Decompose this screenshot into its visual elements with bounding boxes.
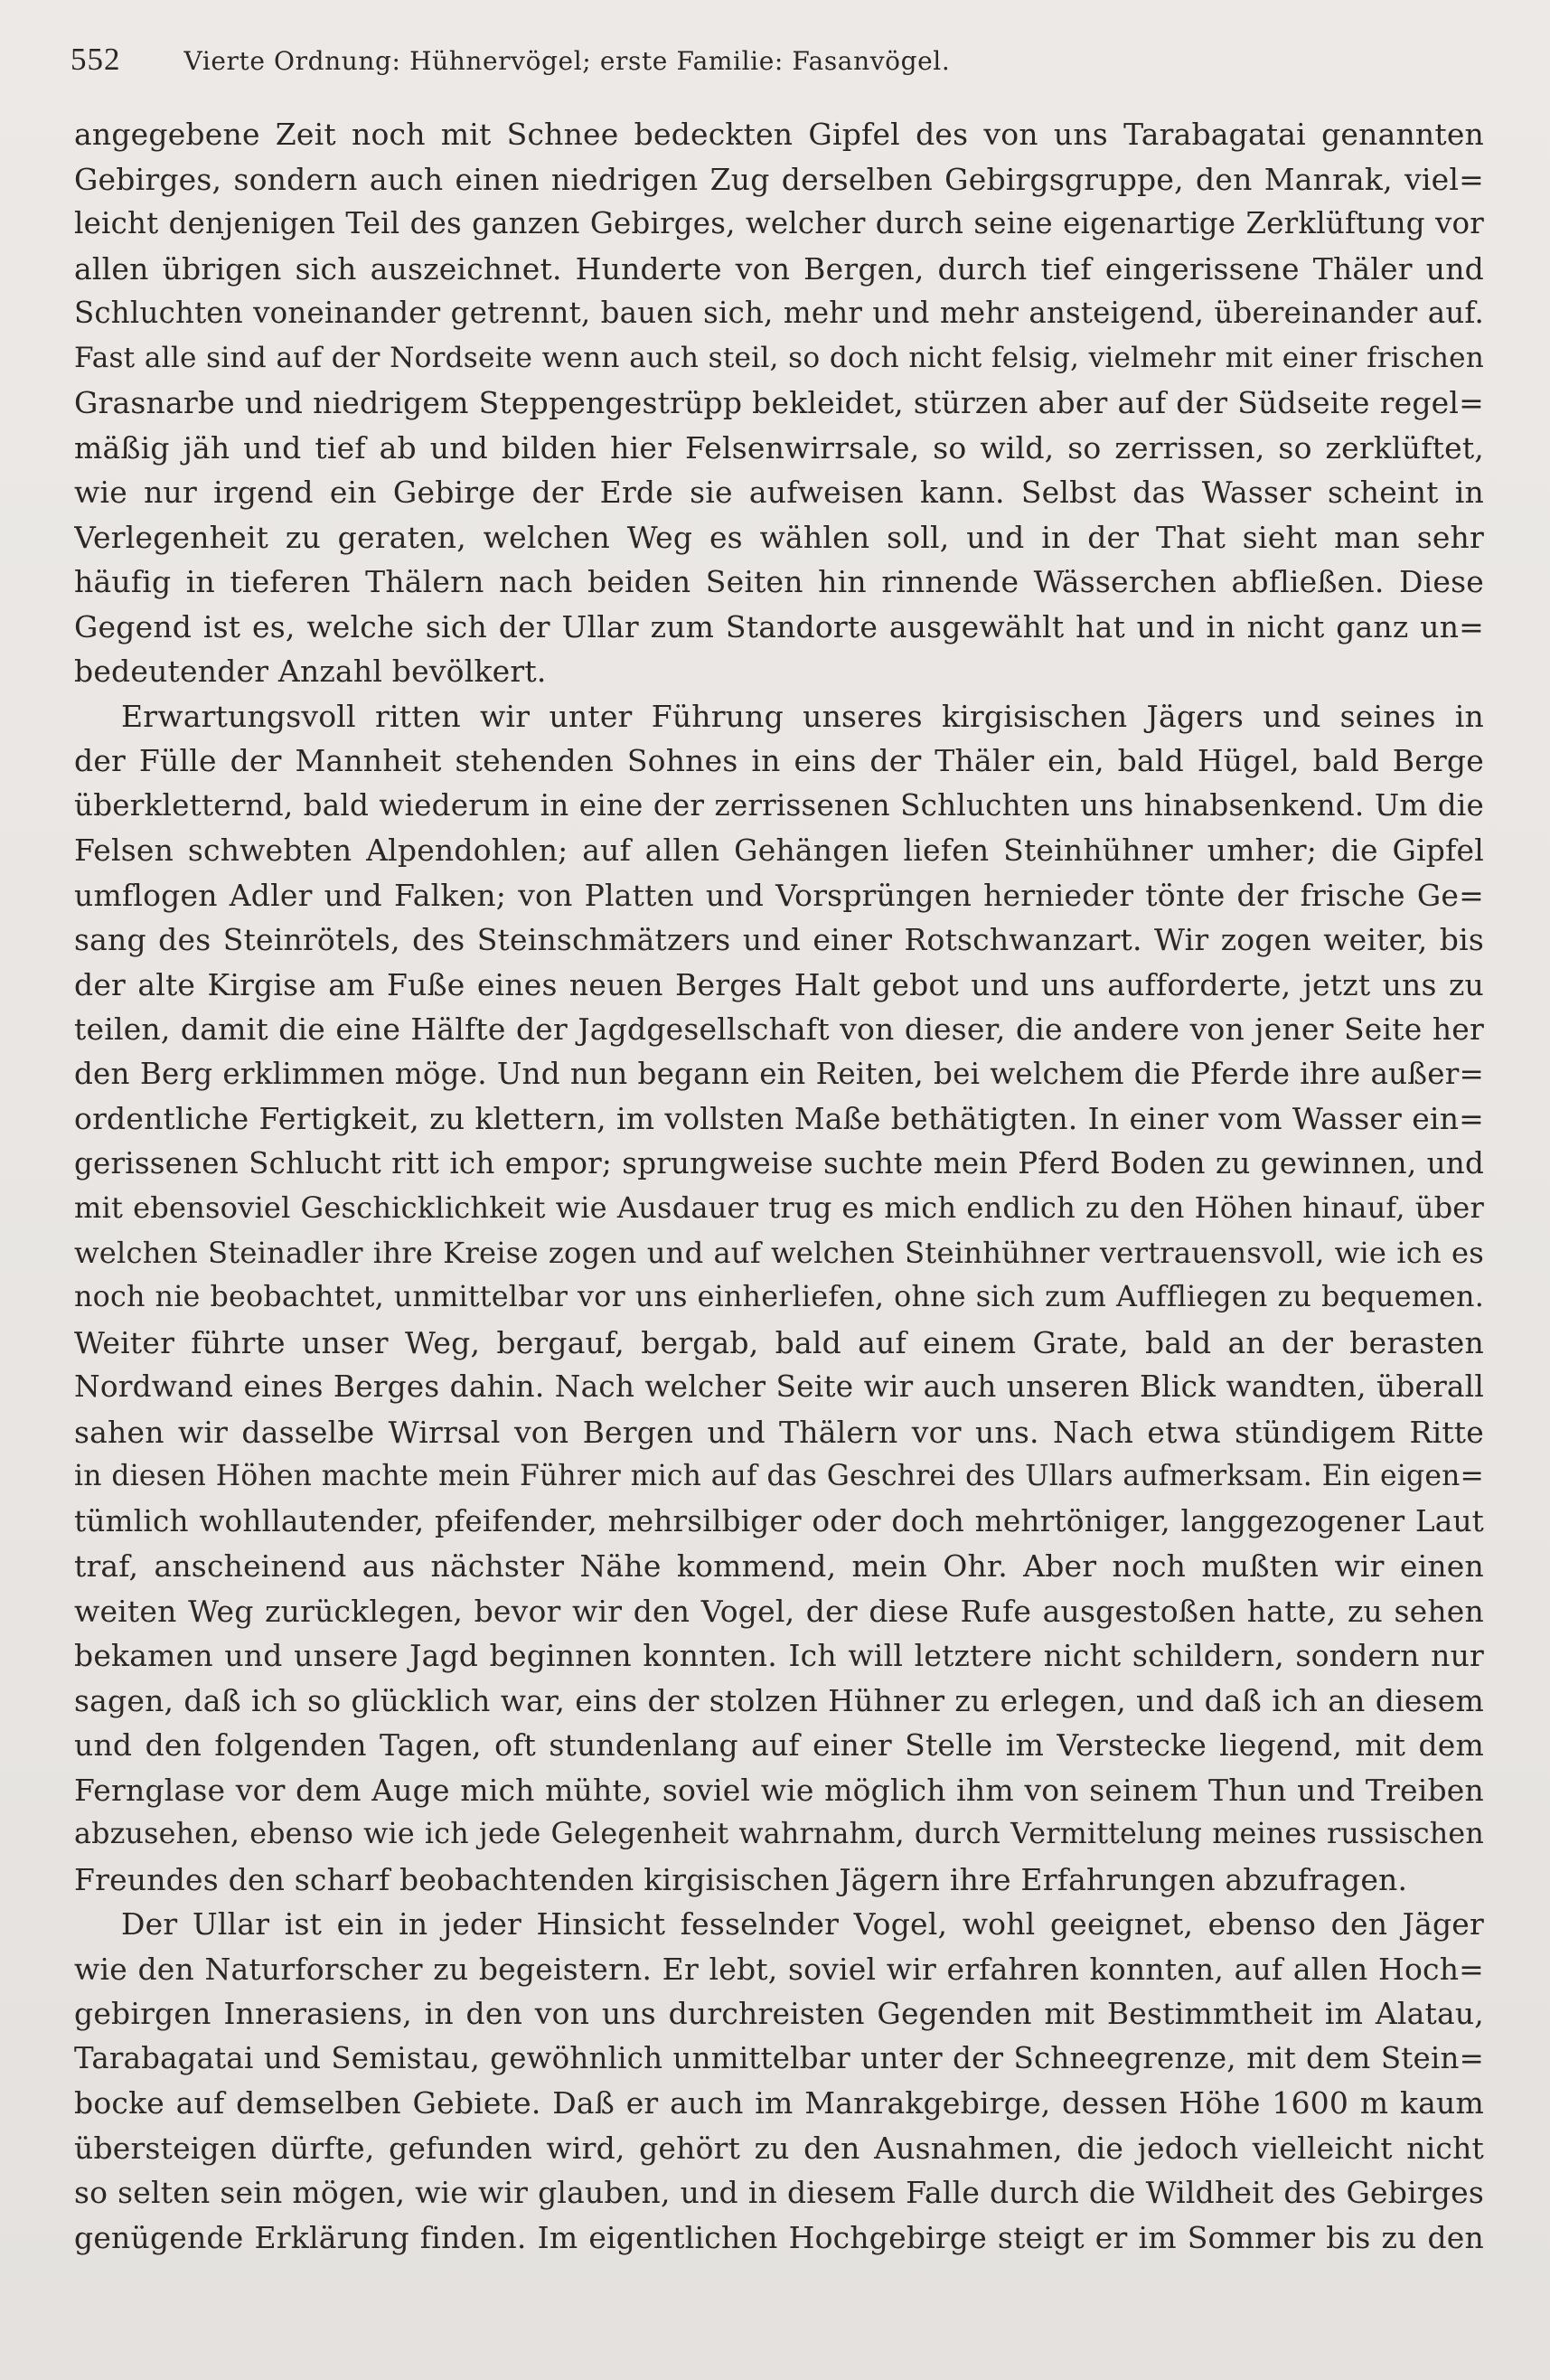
- text-line: ordentliche Fertigkeit, zu klettern, im vollsten Maße bethätigten. In einer vom Wasser ein=: [74, 1101, 1484, 1136]
- text-line: und den folgenden Tagen, oft stundenlang auf einer Stelle im Verstecke liegend, mit dem: [74, 1727, 1484, 1763]
- text-line: gebirgen Innerasiens, in den von uns durchreisten Gegenden mit Bestimmtheit im Alatau,: [74, 1996, 1484, 2031]
- text-line: Freundes den scharf beobachtenden kirgisischen Jägern ihre Erfahrungen abzufragen.: [74, 1861, 1408, 1897]
- text-line: gerissenen Schlucht ritt ich empor; sprungweise suchte mein Pferd Boden zu gewinnen, und: [74, 1145, 1484, 1181]
- text-line: der alte Kirgise am Fuße eines neuen Berges Halt gebot und uns aufforderte, jetzt uns zu: [74, 966, 1484, 1002]
- text-line: noch nie beobachtet, unmittelbar vor uns einherliefen, ohne sich zum Auffliegen zu bequemen.: [74, 1281, 1484, 1313]
- text-line: allen übrigen sich auszeichnet. Hunderte von Bergen, durch tief eingerissene Thäler und: [74, 250, 1484, 287]
- text-line: wie den Naturforscher zu begeistern. Er lebt, soviel wir erfahren konnten, auf allen Hoch=: [74, 1951, 1484, 1987]
- text-line: der Fülle der Mannheit stehenden Sohnes in eins der Thäler ein, bald Hügel, bald Berge: [74, 743, 1484, 778]
- text-line: sahen wir dasselbe Wirrsal von Bergen und Thälern vor uns. Nach etwa stündigem Ritte: [74, 1414, 1484, 1450]
- text-line: häufig in tieferen Thälern nach beiden Seiten hin rinnende Wässerchen abfließen. Diese: [74, 564, 1484, 599]
- page-number: 552: [70, 42, 121, 77]
- text-line: Grasnarbe und niedrigem Steppengestrüpp bekleidet, stürzen aber auf der Südseite regel=: [74, 385, 1484, 420]
- text-line: Fast alle sind auf der Nordseite wenn auch steil, so doch nicht felsig, vielmehr mit einer frischen: [74, 341, 1484, 374]
- text-line: Erwartungsvoll ritten wir unter Führung unseres kirgisischen Jägers und seines in: [121, 698, 1484, 734]
- text-line: sagen, daß ich so glücklich war, eins der stolzen Hühner zu erlegen, und daß ich an diesem: [74, 1682, 1484, 1718]
- paragraph: [74, 694, 1484, 1903]
- text-line: den Berg erklimmen möge. Und nun begann ein Reiten, bei welchem die Pferde ihre außer=: [74, 1056, 1484, 1091]
- text-line: abzusehen, ebenso wie ich jede Gelegenheit wahrnahm, durch Vermittelung meines russischen: [74, 1818, 1484, 1850]
- text-line: Tarabagatai und Semistau, gewöhnlich unmittelbar unter der Schneegrenze, mit dem Stein=: [74, 2040, 1484, 2075]
- text-line: Fernglase vor dem Auge mich mühte, soviel wie möglich ihm von seinem Thun und Treiben: [74, 1772, 1484, 1808]
- text-line: so selten sein mögen, wie wir glauben, und in diesem Falle durch die Wildheit des Gebirges: [74, 2175, 1484, 2210]
- text-line: sang des Steinrötels, des Steinschmätzers und einer Rotschwanzart. Wir zogen weiter, bis: [74, 922, 1484, 957]
- text-line: in diesen Höhen machte mein Führer mich auf das Geschrei des Ullars aufmerksam. Ein eigen=: [74, 1460, 1484, 1492]
- text-line: Gebirges, sondern auch einen niedrigen Zug derselben Gebirgsgruppe, den Manrak, viel=: [74, 161, 1484, 197]
- text-line: Der Ullar ist ein in jeder Hinsicht fesselnder Vogel, wohl geeignet, ebenso den Jäger: [121, 1906, 1484, 1942]
- text-line: mäßig jäh und tief ab und bilden hier Felsenwirrsale, so wild, so zerrissen, so zerklüftet,: [74, 429, 1484, 466]
- text-body: [74, 112, 1484, 2260]
- text-line: leicht denjenigen Teil des ganzen Gebirges, welcher durch seine eigenartige Zerklüftung vor: [74, 206, 1484, 240]
- text-line: wie nur irgend ein Gebirge der Erde sie aufweisen kann. Selbst das Wasser scheint in: [74, 475, 1484, 510]
- text-line: traf, anscheinend aus nächster Nähe kommend, mein Ohr. Aber noch mußten wir einen: [74, 1548, 1484, 1584]
- text-line: teilen, damit die eine Hälfte der Jagdgesellschaft von dieser, die andere von jener Seite her: [74, 1011, 1484, 1047]
- text-line: Weiter führte unser Weg, bergauf, bergab, bald auf einem Grate, bald an der berasten: [74, 1324, 1484, 1360]
- text-line: übersteigen dürfte, gefunden wird, gehört zu den Ausnahmen, die jedoch vielleicht nicht: [74, 2130, 1484, 2166]
- text-line: weiten Weg zurücklegen, bevor wir den Vogel, der diese Rufe ausgestoßen hatte, zu sehen: [74, 1593, 1484, 1629]
- text-line: bekamen und unsere Jagd beginnen konnten. Ich will letztere nicht schildern, sondern nur: [74, 1638, 1484, 1673]
- text-line: Verlegenheit zu geraten, welchen Weg es wählen soll, und in der That sieht man sehr: [74, 519, 1484, 555]
- running-head: Vierte Ordnung: Hühnervögel; erste Familie: Fasanvögel.: [183, 46, 951, 76]
- text-line: bedeutender Anzahl bevölkert.: [74, 654, 547, 689]
- text-line: Nordwand eines Berges dahin. Nach welcher Seite wir auch unseren Blick wandten, überall: [74, 1369, 1484, 1404]
- text-line: Felsen schwebten Alpendohlen; auf allen Gehängen liefen Steinhühner umher; die Gipfel: [74, 833, 1484, 868]
- paragraph: [74, 112, 1484, 694]
- paragraph: [74, 1902, 1484, 2260]
- text-line: tümlich wohllautender, pfeifender, mehrsilbiger oder doch mehrtöniger, langgezogener Laut: [74, 1503, 1484, 1538]
- text-line: welchen Steinadler ihre Kreise zogen und auf welchen Steinhühner vertrauensvoll, wie ich es: [74, 1235, 1484, 1270]
- text-line: genügende Erklärung finden. Im eigentlichen Hochgebirge steigt er im Sommer bis zu den: [74, 2219, 1484, 2255]
- text-line: überkletternd, bald wiederum in eine der zerrissenen Schluchten uns hinabsenkend. Um die: [74, 787, 1484, 823]
- text-line: Gegend ist es, welche sich der Ullar zum Standorte ausgewählt hat und in nicht ganz un=: [74, 608, 1484, 644]
- text-line: bocke auf demselben Gebiete. Daß er auch im Manrakgebirge, dessen Höhe 1600 m kaum: [74, 2085, 1484, 2121]
- text-line: angegebene Zeit noch mit Schnee bedeckten Gipfel des von uns Tarabagatai genannten: [74, 117, 1484, 152]
- text-line: umflogen Adler und Falken; von Platten und Vorsprüngen hernieder tönte der frische Ge=: [74, 877, 1484, 913]
- text-line: Schluchten voneinander getrennt, bauen sich, mehr und mehr ansteigend, übereinander auf.: [74, 296, 1484, 330]
- text-line: mit ebensoviel Geschicklichkeit wie Ausdauer trug es mich endlich zu den Höhen hinauf, über: [74, 1190, 1484, 1225]
- page-header: [70, 42, 1485, 87]
